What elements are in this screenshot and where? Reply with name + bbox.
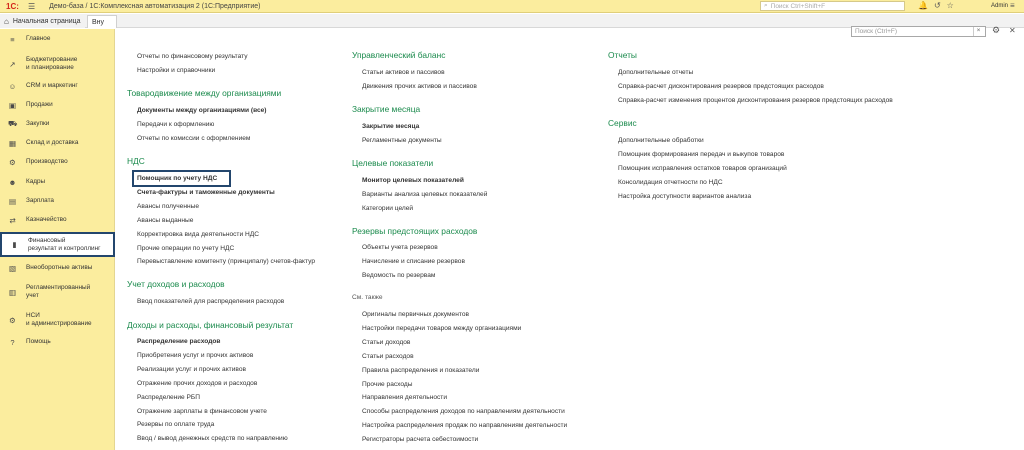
- command-link[interactable]: Справка-расчет изменения процентов дисконтирования резервов предстоящих расходов: [618, 96, 893, 104]
- vat-assistant-link[interactable]: Помощник по учету НДС: [137, 175, 218, 182]
- command-link[interactable]: Направления деятельности: [362, 394, 447, 402]
- section-icon: ⚙: [9, 157, 16, 167]
- sidebar-item-label: Производство: [26, 158, 68, 165]
- see-also-heading: См. также: [352, 294, 383, 301]
- group-heading: Резервы предстоящих расходов: [352, 226, 478, 236]
- gear-icon[interactable]: ⚙: [992, 25, 1001, 35]
- tab-current-label: Вну: [92, 18, 105, 26]
- sidebar-item-label: Казначейство: [26, 216, 67, 223]
- sidebar-item-label: Финансовый результат и контроллинг: [28, 236, 101, 252]
- home-icon: ⌂: [4, 17, 9, 26]
- command-link[interactable]: Прочие операции по учету НДС: [137, 244, 235, 252]
- sidebar-item[interactable]: [0, 335, 115, 349]
- app-logo: 1С:: [6, 1, 19, 11]
- sidebar-item[interactable]: [0, 175, 115, 189]
- command-link[interactable]: Корректировка вида деятельности НДС: [137, 230, 259, 238]
- tab-home-label: Начальная страница: [12, 18, 81, 25]
- command-link[interactable]: Дополнительные отчеты: [618, 69, 694, 76]
- section-icon: ⛟: [8, 119, 18, 128]
- sidebar-item[interactable]: [0, 194, 115, 208]
- command-link[interactable]: Закрытие месяца: [362, 123, 420, 130]
- sidebar-item-label: Регламентированный учет: [26, 284, 91, 299]
- section-icon: ☺: [8, 81, 17, 91]
- section-icon: ☻: [8, 177, 17, 187]
- command-link[interactable]: Монитор целевых показателей: [362, 177, 464, 184]
- sidebar-item[interactable]: [0, 281, 115, 303]
- sidebar-item-label: Помощь: [26, 338, 51, 345]
- command-link[interactable]: Приобретения услуг и прочих активов: [137, 351, 254, 359]
- section-icon: ↗: [9, 59, 16, 69]
- command-link[interactable]: Прочие расходы: [362, 380, 413, 388]
- command-link[interactable]: Отражение зарплаты в финансовом учете: [137, 407, 267, 415]
- group-heading: Учет доходов и расходов: [127, 279, 225, 289]
- sidebar-item[interactable]: [0, 32, 115, 46]
- command-link[interactable]: Настройки и справочники: [137, 67, 216, 74]
- command-link[interactable]: Реализации услуг и прочих активов: [137, 365, 246, 373]
- command-link[interactable]: Ведомость по резервам: [362, 271, 436, 279]
- command-link[interactable]: Перевыставление комитенту (принципалу) счетов-фактур: [137, 258, 315, 266]
- panel-search-placeholder: Поиск (Ctrl+F): [855, 28, 898, 35]
- command-link[interactable]: Дополнительные обработки: [618, 137, 704, 144]
- command-link[interactable]: Статьи активов и пассивов: [362, 69, 445, 76]
- command-link[interactable]: Варианты анализа целевых показателей: [362, 190, 488, 198]
- group-heading: Отчеты: [608, 50, 637, 60]
- command-link[interactable]: Авансы выданные: [137, 216, 194, 224]
- sidebar-item-label: CRM и маркетинг: [26, 82, 78, 89]
- command-link[interactable]: Статьи доходов: [362, 338, 411, 346]
- command-link[interactable]: Настройка распределения продаж по направлениям деятельности: [362, 422, 568, 430]
- sidebar-item-label: Бюджетирование и планирование: [26, 56, 78, 71]
- function-panel: [116, 25, 1024, 450]
- section-icon: ▮: [12, 240, 17, 249]
- command-link[interactable]: Распределение расходов: [137, 338, 221, 345]
- section-icon: ▣: [8, 100, 17, 110]
- command-link[interactable]: Отражение прочих доходов и расходов: [137, 379, 258, 387]
- group-heading: Управленческий баланс: [352, 50, 446, 60]
- sidebar-item-label: Продажи: [26, 101, 53, 108]
- section-icon: ▤: [8, 196, 17, 206]
- panel-search-input[interactable]: [851, 26, 986, 37]
- command-link[interactable]: Резервы по оплате труда: [137, 421, 215, 429]
- user-name[interactable]: Admin: [991, 3, 1009, 9]
- sidebar-item[interactable]: [0, 98, 115, 112]
- sidebar-item[interactable]: [0, 261, 115, 275]
- search-icon: ⌕: [764, 2, 768, 9]
- command-link[interactable]: Статьи расходов: [362, 352, 414, 360]
- command-link[interactable]: Передачи к оформлению: [137, 120, 215, 128]
- command-link[interactable]: Начисление и списание резервов: [362, 257, 465, 265]
- group-heading: Доходы и расходы, финансовый результат: [127, 320, 294, 330]
- section-icon: ⇄: [9, 215, 16, 225]
- group-heading: Сервис: [608, 118, 637, 128]
- tab-current[interactable]: [87, 15, 117, 28]
- command-link[interactable]: Способы распределения доходов по направлениям деятельности: [362, 408, 565, 416]
- global-search-placeholder: Поиск Ctrl+Shift+F: [770, 2, 826, 10]
- section-icon: ▥: [8, 287, 17, 297]
- command-link[interactable]: Справка-расчет дисконтирования резервов предстоящих расходов: [618, 82, 824, 90]
- section-icon: ⚙: [9, 315, 16, 325]
- command-link[interactable]: Документы между организациями (все): [137, 107, 267, 114]
- section-icon: ▧: [8, 263, 17, 273]
- group-heading: НДС: [127, 156, 145, 166]
- sidebar-item-label: Закупки: [26, 120, 50, 127]
- global-search-input[interactable]: [760, 1, 905, 11]
- sidebar-item[interactable]: [0, 213, 115, 227]
- sidebar-item-label: Кадры: [26, 178, 46, 185]
- bell-icon[interactable]: 🔔: [918, 1, 928, 10]
- command-link[interactable]: Помощник исправления остатков товаров организаций: [618, 164, 787, 172]
- sidebar-item[interactable]: [0, 79, 115, 93]
- command-link[interactable]: Регистраторы расчета себестоимости: [362, 436, 479, 444]
- sections-panel: [0, 29, 115, 450]
- sidebar-item-label: Зарплата: [26, 197, 54, 204]
- command-link[interactable]: Настройка доступности вариантов анализа: [618, 192, 752, 200]
- sidebar-item[interactable]: [0, 309, 115, 331]
- command-link[interactable]: Регламентные документы: [362, 136, 442, 144]
- title-bar: [0, 0, 1024, 13]
- command-link[interactable]: Распределение РБП: [137, 393, 201, 401]
- command-link[interactable]: Авансы полученные: [137, 202, 200, 210]
- sidebar-item-label: Внеоборотные активы: [26, 264, 93, 271]
- command-link[interactable]: Консолидация отчетности по НДС: [618, 178, 723, 186]
- command-link[interactable]: Категории целей: [362, 204, 414, 212]
- sidebar-item[interactable]: [0, 136, 115, 150]
- section-icon: ?: [10, 337, 15, 347]
- command-link[interactable]: Объекты учета резервов: [362, 244, 438, 251]
- command-link[interactable]: Счета-фактуры и таможенные документы: [137, 188, 275, 196]
- command-link[interactable]: Оригиналы первичных документов: [362, 311, 469, 318]
- close-icon[interactable]: ✕: [1009, 26, 1016, 35]
- command-link[interactable]: Отчеты по комиссии с оформлением: [137, 134, 251, 142]
- command-link[interactable]: Движения прочих активов и пассивов: [362, 82, 477, 90]
- group-heading: Целевые показатели: [352, 158, 434, 168]
- sidebar-item[interactable]: [0, 53, 115, 75]
- favorites-icon[interactable]: ☆: [946, 1, 954, 10]
- section-icon: ▦: [8, 138, 17, 148]
- app-title: Демо-база / 1С:Комплексная автоматизация 2 (1С:Предприятие): [49, 2, 261, 10]
- group-heading: Закрытие месяца: [352, 104, 421, 114]
- sidebar-item[interactable]: [0, 155, 115, 169]
- sidebar-item-label: Главное: [26, 35, 51, 42]
- command-link[interactable]: Ввод / вывод денежных средств по направлению: [137, 435, 288, 443]
- clear-search-icon[interactable]: ×: [973, 27, 983, 36]
- section-icon: ≡: [10, 34, 15, 44]
- sidebar-item[interactable]: [0, 117, 115, 131]
- command-link[interactable]: Ввод показателей для распределения расходов: [137, 298, 285, 305]
- command-link[interactable]: Отчеты по финансовому результату: [137, 53, 248, 60]
- history-icon[interactable]: ↺: [933, 1, 941, 10]
- focus-highlight: [132, 170, 231, 187]
- more-menu-icon[interactable]: ≡: [1010, 1, 1015, 10]
- command-link[interactable]: Помощник формирования передач и выкупов товаров: [618, 150, 785, 158]
- group-heading: Товародвижение между организациями: [127, 88, 282, 98]
- sidebar-item[interactable]: [0, 232, 115, 257]
- sidebar-item-label: НСИ и администрирование: [26, 312, 92, 327]
- main-menu-icon[interactable]: ☰: [28, 1, 36, 11]
- tab-home[interactable]: [0, 15, 85, 28]
- command-link[interactable]: Правила распределения и показатели: [362, 366, 480, 374]
- command-link[interactable]: Настройки передачи товаров между организациями: [362, 324, 522, 332]
- sidebar-item-label: Склад и доставка: [26, 139, 79, 146]
